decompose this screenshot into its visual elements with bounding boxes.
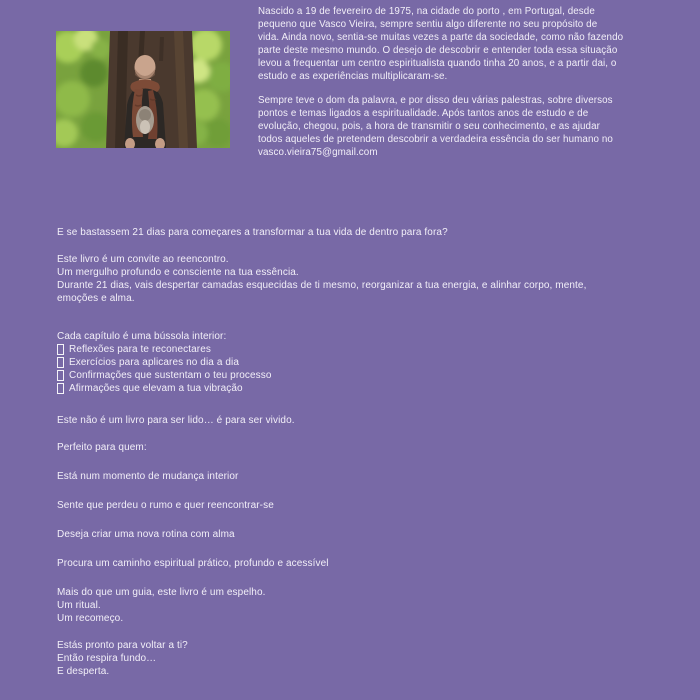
text-line: Um recomeço. [57, 613, 124, 624]
email-text: vasco.vieira75@gmail.com [258, 147, 378, 158]
checklist-item [57, 369, 652, 382]
text-line: Este livro é um convite ao reencontro. [57, 254, 229, 265]
text-line: Está num momento de mudança interior [57, 471, 239, 482]
text-line: vida. Ainda novo, sentia-se muitas vezes a parte da sociedade, como não fazendo [258, 32, 624, 43]
text-line: Durante 21 dias, vais despertar camadas esquecidas de ti mesmo, reorganizar a tua energia, e alinhar corpo, mente, [57, 280, 587, 291]
missing-glyph-icon [57, 357, 64, 368]
hook-line: E se bastassem 21 dias para começares a transformar a tua vida de dentro para fora? [57, 227, 448, 238]
text-line: Sempre teve o dom da palavra, e por disso deu várias palestras, sobre diversos [258, 95, 613, 106]
text-line: Mais do que um guia, este livro é um espelho. [57, 587, 266, 598]
text-line: todos aqueles de pretendem descobrir a verdadeira essência do ser humano no [258, 134, 613, 145]
mirror-section [57, 586, 652, 625]
checklist-item [57, 343, 652, 356]
chapter-section [57, 330, 652, 395]
intro-section [57, 253, 652, 305]
text-line: Um mergulho profundo e consciente na tua essência. [57, 267, 299, 278]
text-line: Nascido a 19 de fevereiro de 1975, na cidade do porto , em Portugal, desde [258, 6, 595, 17]
text-line: Então respira fundo… [57, 653, 157, 664]
text-line: evolução, chegou, pois, a hora de transmitir o seu conhecimento, e as ajudar [258, 121, 600, 132]
text-line: pequeno que Vasco Vieira, sempre sentiu algo diferente no seu propósito de [258, 19, 598, 30]
lived-line: Este não é um livro para ser lido… é para ser vivido. [57, 415, 295, 426]
bio-paragraph-2 [258, 95, 658, 147]
checklist-item-label: Confirmações que sustentam o teu processo [69, 370, 272, 381]
perfect-for-list [57, 470, 652, 570]
text-line: Deseja criar uma nova rotina com alma [57, 529, 235, 540]
checklist-item-label: Reflexões para te reconectares [69, 344, 211, 355]
text-line: Sente que perdeu o rumo e quer reencontrar-se [57, 500, 274, 511]
author-bio [258, 6, 658, 160]
text-line: pontos e temas ligados a espiritualidade. Após tantos anos de estudo e de [258, 108, 589, 119]
text-line: emoções e alma. [57, 293, 135, 304]
chapter-checklist [57, 343, 652, 395]
closing-section [57, 639, 652, 678]
text-line: Procura um caminho espiritual prático, profundo e acessível [57, 558, 329, 569]
bio-paragraph-1 [258, 6, 658, 84]
text-line: Um ritual. [57, 600, 101, 611]
text-line: parte deste mesmo mundo. O desejo de descobrir e entender toda essa situação [258, 45, 618, 56]
checklist-item-label: Afirmações que elevam a tua vibração [69, 383, 243, 394]
checklist-item [57, 356, 652, 369]
perfect-for-heading: Perfeito para quem: [57, 442, 147, 453]
text-line: estudo e as experiências multiplicaram-se. [258, 71, 448, 82]
author-photo [56, 31, 230, 148]
chapter-heading: Cada capítulo é uma bússola interior: [57, 331, 227, 342]
missing-glyph-icon [57, 383, 64, 394]
author-photo-graphic [56, 31, 230, 148]
checklist-item-label: Exercícios para aplicares no dia a dia [69, 357, 240, 368]
text-line: E desperta. [57, 666, 110, 677]
missing-glyph-icon [57, 370, 64, 381]
checklist-item [57, 382, 652, 395]
book-description [57, 226, 652, 678]
missing-glyph-icon [57, 344, 64, 355]
text-line: Estás pronto para voltar a ti? [57, 640, 188, 651]
text-line: levou a frequentar um centro espiritualista quando tinha 20 anos, e a partir dai, o [258, 58, 617, 69]
